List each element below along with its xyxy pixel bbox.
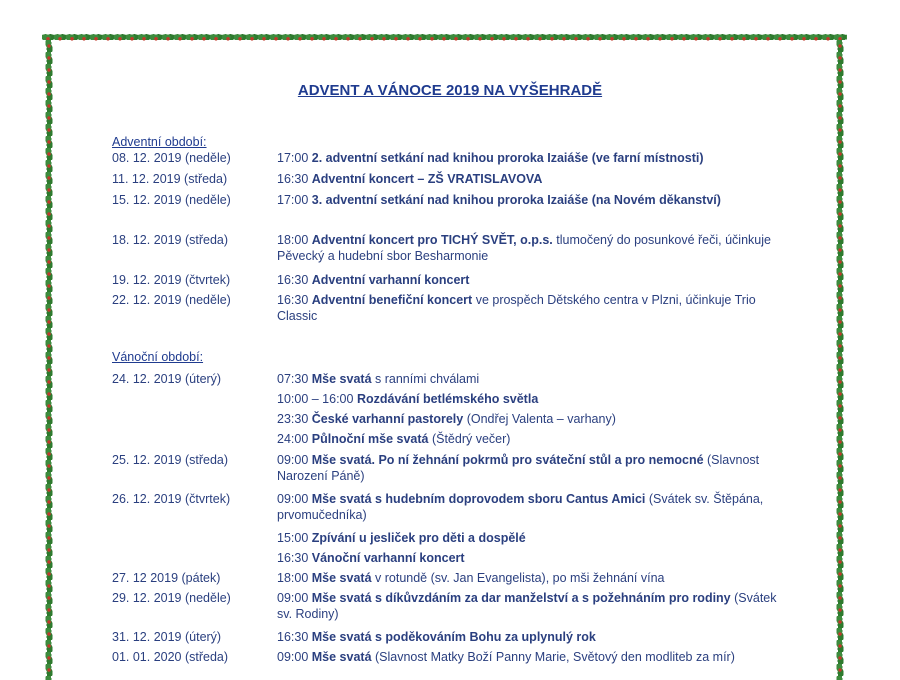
event-date: 15. 12. 2019 (neděle) — [112, 193, 231, 207]
event-time: 15:00 — [277, 531, 309, 545]
event-time: 09:00 — [277, 650, 309, 664]
event-time: 09:00 — [277, 591, 309, 605]
event-time: 16:30 — [277, 273, 309, 287]
holly-border-left — [42, 40, 56, 680]
event-time: 09:00 — [277, 453, 309, 467]
event-title: Adventní koncert pro TICHÝ SVĚT, o.p.s. — [311, 233, 553, 247]
event-title: Rozdávání betlémského světla — [356, 392, 539, 406]
event-title: Mše svatá — [311, 571, 372, 585]
event-note: v rotundě (sv. Jan Evangelista), po mši žehnání vína — [371, 571, 665, 585]
event-date: 27. 12 2019 (pátek) — [112, 571, 221, 585]
event-date: 25. 12. 2019 (středa) — [112, 453, 229, 467]
event-note: (Svátek sv. Rodiny) — [277, 591, 777, 621]
event-title: Adventní koncert – ZŠ VRATISLAVOVA — [311, 172, 543, 186]
event-date: 31. 12. 2019 (úterý) — [112, 630, 222, 644]
event-title: 2. adventní setkání nad knihou proroka Izaiáše (ve farní místnosti) — [311, 151, 704, 165]
holly-border-right — [833, 40, 847, 680]
event-time: 18:00 — [277, 571, 309, 585]
event-note: s ranními chválami — [371, 372, 480, 386]
event-note: (Štědrý večer) — [428, 432, 511, 446]
event-title: Mše svatá s hudebním doprovodem sboru Cantus Amici — [311, 492, 646, 506]
event-time: 07:30 — [277, 372, 309, 386]
page-title: ADVENT A VÁNOCE 2019 NA VYŠEHRADĚ — [297, 82, 603, 99]
advent-heading: Adventní období: — [112, 135, 207, 149]
event-title: Půlnoční mše svatá — [311, 432, 429, 446]
event-date: 26. 12. 2019 (čtvrtek) — [112, 492, 231, 506]
event-title: Adventní benefiční koncert — [311, 293, 473, 307]
event-note: (Slavnost Narození Páně) — [277, 453, 760, 483]
event-title: České varhanní pastorely — [311, 412, 464, 426]
event-time: 16:30 — [277, 630, 309, 644]
event-note: tlumočený do posunkové řeči, účinkuje Pěvecký a hudební sbor Besharmonie — [277, 233, 771, 263]
christmas-heading: Vánoční období: — [112, 350, 204, 364]
event-time: 10:00 – 16:00 — [277, 392, 354, 406]
event-date: 01. 01. 2020 (středa) — [112, 650, 229, 664]
event-title: Mše svatá — [311, 372, 372, 386]
event-time: 23:30 — [277, 412, 309, 426]
event-date: 29. 12. 2019 (neděle) — [112, 591, 231, 605]
event-time: 09:00 — [277, 492, 309, 506]
event-title: Zpívání u jesliček pro děti a dospělé — [311, 531, 526, 545]
event-time: 16:30 — [277, 551, 309, 565]
event-time: 16:30 — [277, 172, 309, 186]
event-note: (Svátek sv. Štěpána, prvomučedníka) — [277, 492, 764, 522]
event-title: 3. adventní setkání nad knihou proroka Izaiáše (na Novém děkanství) — [311, 193, 721, 207]
event-title: Adventní varhanní koncert — [311, 273, 470, 287]
event-date: 24. 12. 2019 (úterý) — [112, 372, 222, 386]
event-time: 24:00 — [277, 432, 309, 446]
event-title: Mše svatá — [311, 650, 372, 664]
event-date: 18. 12. 2019 (středa) — [112, 233, 229, 247]
event-date: 08. 12. 2019 (neděle) — [112, 151, 231, 165]
event-time: 18:00 — [277, 233, 309, 247]
event-note: (Ondřej Valenta – varhany) — [463, 412, 616, 426]
event-date: 11. 12. 2019 (středa) — [112, 172, 228, 186]
event-title: Mše svatá s díkůvzdáním za dar manželství a s požehnáním pro rodiny — [311, 591, 731, 605]
event-note: (Slavnost Matky Boží Panny Marie, Světový den modliteb za mír) — [371, 650, 735, 664]
event-date: 19. 12. 2019 (čtvrtek) — [112, 273, 231, 287]
holly-border-top — [42, 30, 847, 46]
event-title: Vánoční varhanní koncert — [311, 551, 465, 565]
event-time: 16:30 — [277, 293, 309, 307]
event-title: Mše svatá. Po ní žehnání pokrmů pro sváteční stůl a pro nemocné — [311, 453, 704, 467]
event-time: 17:00 — [277, 193, 309, 207]
event-note: ve prospěch Dětského centra v Plzni, účinkuje Trio Classic — [277, 293, 756, 323]
event-title: Mše svatá s poděkováním Bohu za uplynulý rok — [311, 630, 596, 644]
event-time: 17:00 — [277, 151, 309, 165]
event-date: 22. 12. 2019 (neděle) — [112, 293, 231, 307]
